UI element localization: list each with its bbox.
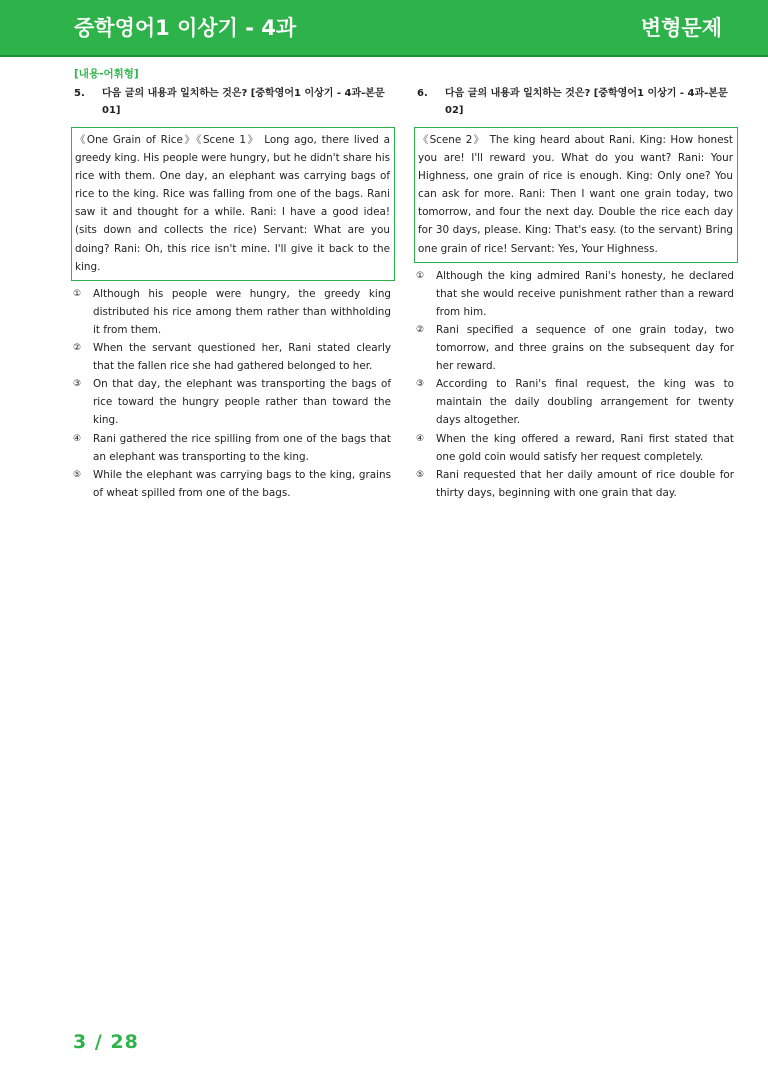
question-5-option-3[interactable] <box>73 375 391 429</box>
option-text: On that day, the elephant was transporting the bags of rice toward the hungry people rather than toward the king. <box>93 378 391 427</box>
question-6-passage: 《Scene 2》 The king heard about Rani. King: How honest you are! I'll reward you. What do you want? Rani: Your Highness, one grain of rice is enough. King: Only one? You can ask for more. Rani: Then I want one grain today, two tomorrow, and four the next day. Double the rice each day for 30 days, please. King: That's easy. (to the servant) Bring one grain of rice! Servant: Yes, Your Highness. <box>414 127 738 263</box>
option-mark: ③ <box>416 379 425 390</box>
question-5-option-4[interactable] <box>73 430 391 466</box>
option-text: Rani requested that her daily amount of rice double for thirty days, beginning with one grain that day. <box>436 468 734 499</box>
document-type-label: 변형문제 <box>640 16 722 40</box>
question-6-text: 다음 글의 내용과 일치하는 것은? [중학영어1 이상기 - 4과-본문 02] <box>445 88 728 116</box>
question-6-column <box>414 85 738 518</box>
option-text: Although the king admired Rani's honesty, he declared that she would receive punishment rather than a reward from him. <box>436 269 734 318</box>
question-5-option-2[interactable] <box>73 339 391 375</box>
question-5-column <box>71 85 395 518</box>
option-mark: ① <box>73 288 82 299</box>
question-6-option-1[interactable] <box>416 267 734 321</box>
page-header <box>0 0 768 57</box>
question-6-option-5[interactable] <box>416 466 734 502</box>
question-5-options <box>71 285 395 502</box>
question-6-option-3[interactable] <box>416 375 734 429</box>
option-text: While the elephant was carrying bags to the king, grains of wheat spilled from one of the bags. <box>93 468 391 499</box>
question-6-option-4[interactable] <box>416 430 734 466</box>
option-text: When the servant questioned her, Rani stated clearly that the fallen rice she had gathered belonged to her. <box>93 342 391 373</box>
option-mark: ⑤ <box>416 469 425 480</box>
option-mark: ④ <box>73 433 82 444</box>
section-tag: [내용-어휘형] <box>74 68 139 80</box>
option-mark: ④ <box>416 433 425 444</box>
option-text: When the king offered a reward, Rani first stated that one gold coin would satisfy her request completely. <box>436 432 734 463</box>
option-mark: ⑤ <box>73 469 82 480</box>
option-text: Although his people were hungry, the greedy king distributed his rice among them rather than withholding it from them. <box>93 287 391 336</box>
question-6-options <box>414 267 738 502</box>
option-text: Rani specified a sequence of one grain today, two tomorrow, and three grains on the subsequent day for her reward. <box>436 323 734 373</box>
question-5-option-5[interactable] <box>73 466 391 502</box>
question-6-prompt <box>417 85 735 119</box>
option-mark: ① <box>416 270 425 281</box>
question-6-number: 6. <box>417 88 428 99</box>
option-mark: ③ <box>73 379 82 390</box>
question-6-option-2[interactable] <box>416 321 734 375</box>
page-number: 3 / 28 <box>73 1031 139 1053</box>
question-5-passage: 《One Grain of Rice》《Scene 1》 Long ago, there lived a greedy king. His people were hungry, but he didn't share his rice with them. One day, an elephant was carrying bags of rice to the king. Rice was falling from one of the bags. Rani saw it and thought for a while. Rani: I have a good idea! (sits down and collects the rice) Servant: What are you doing? Rani: Oh, this rice isn't mine. I'll give it back to the king. <box>71 127 395 281</box>
question-5-prompt <box>74 85 392 119</box>
question-5-number: 5. <box>74 88 85 99</box>
document-title: 중학영어1 이상기 - 4과 <box>74 16 297 40</box>
option-text: Rani gathered the rice spilling from one of the bags that an elephant was transporting to the king. <box>93 432 391 463</box>
question-5-text: 다음 글의 내용과 일치하는 것은? [중학영어1 이상기 - 4과-본문 01] <box>102 88 385 116</box>
option-mark: ② <box>416 324 425 335</box>
question-5-option-1[interactable] <box>73 285 391 339</box>
option-text: According to Rani's final request, the king was to maintain the daily doubling arrangement for twenty days altogether. <box>436 378 734 427</box>
option-mark: ② <box>73 343 82 354</box>
